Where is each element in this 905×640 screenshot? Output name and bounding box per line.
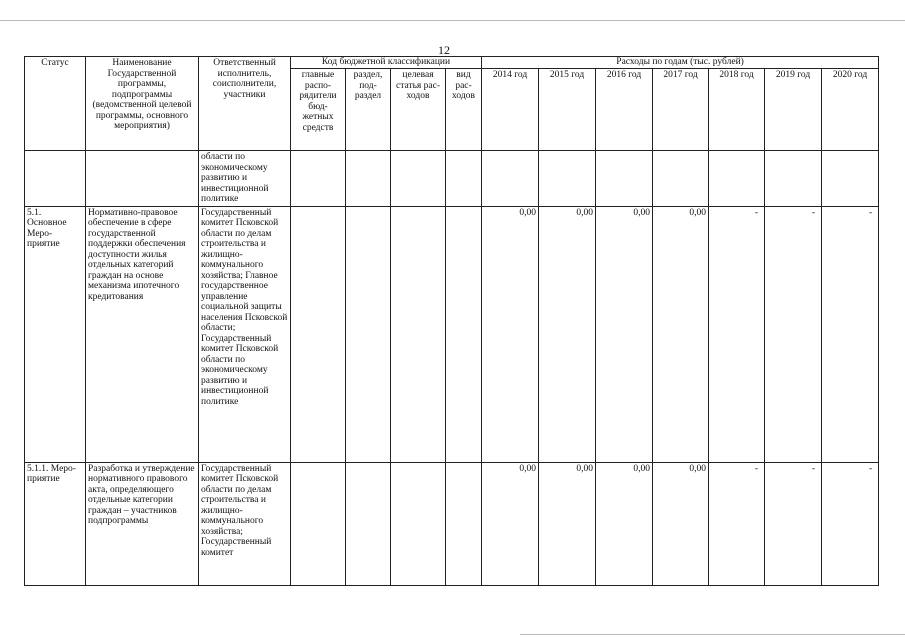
row-code-cell xyxy=(291,206,346,462)
row-value: 0,00 xyxy=(539,206,596,462)
row-value: 0,00 xyxy=(482,462,539,585)
row-value: 0,00 xyxy=(653,206,709,462)
row-value: 0,00 xyxy=(482,206,539,462)
scan-edge-bottom xyxy=(520,634,905,635)
row-value xyxy=(653,151,709,207)
row-code-cell xyxy=(346,462,391,585)
row-value xyxy=(822,151,879,207)
row-value: - xyxy=(709,206,765,462)
header-year: 2018 год xyxy=(709,69,765,151)
header-year: 2019 год xyxy=(765,69,822,151)
header-budget-code-section: раздел, под-раздел xyxy=(346,69,391,151)
row-value: - xyxy=(765,206,822,462)
row-status xyxy=(25,151,86,207)
header-row-group xyxy=(25,57,879,69)
table-row xyxy=(25,206,879,462)
header-budget-code-main-manager: главные распо-рядители бюд-жетных средств xyxy=(291,69,346,151)
header-year: 2020 год xyxy=(822,69,879,151)
page-number: 12 xyxy=(438,43,450,57)
row-value: - xyxy=(822,206,879,462)
row-code-cell xyxy=(446,206,482,462)
header-executor: Ответственный исполнитель, соисполнители, участники xyxy=(199,57,291,151)
row-value: 0,00 xyxy=(596,462,653,585)
row-value: - xyxy=(765,462,822,585)
row-code-cell xyxy=(391,462,446,585)
row-code-cell xyxy=(346,206,391,462)
row-name xyxy=(86,151,199,207)
row-code-cell xyxy=(446,462,482,585)
row-value: 0,00 xyxy=(596,206,653,462)
header-expenses-group: Расходы по годам (тыс. рублей) xyxy=(482,57,879,69)
row-value: - xyxy=(709,462,765,585)
row-code-cell xyxy=(346,151,391,207)
budget-table xyxy=(24,56,879,586)
scan-edge-top xyxy=(0,20,905,21)
row-code-cell xyxy=(291,462,346,585)
row-value xyxy=(709,151,765,207)
row-code-cell xyxy=(446,151,482,207)
row-code-cell xyxy=(291,151,346,207)
row-value: - xyxy=(822,462,879,585)
row-value: 0,00 xyxy=(539,462,596,585)
row-executor: Государственный комитет Псковской области по делам строительства и жилищно-коммунального хозяйства; Главное государственное управление социальной защиты населения Псковской области; Государственный комитет Псковской области по экономическому развитию и инвестиционной политике xyxy=(199,206,291,462)
row-value xyxy=(596,151,653,207)
row-executor: области по экономическому развитию и инвестиционной политике xyxy=(199,151,291,207)
row-status: 5.1. Основное Меро-приятие xyxy=(25,206,86,462)
row-value xyxy=(765,151,822,207)
row-value xyxy=(539,151,596,207)
row-executor: Государственный комитет Псковской области по делам строительства и жилищно-коммунального хозяйства; Государственный комитет xyxy=(199,462,291,585)
row-value: 0,00 xyxy=(653,462,709,585)
row-value xyxy=(482,151,539,207)
header-budget-code-group: Код бюджетной классификации xyxy=(291,57,482,69)
header-status: Статус xyxy=(25,57,86,151)
table-row xyxy=(25,462,879,585)
header-year: 2017 год xyxy=(653,69,709,151)
header-year: 2015 год xyxy=(539,69,596,151)
row-name: Разработка и утверждение нормативного правового акта, определяющего отдельные категории граждан – участников подпрограммы xyxy=(86,462,199,585)
row-code-cell xyxy=(391,151,446,207)
row-code-cell xyxy=(391,206,446,462)
header-name: Наименование Государственной программы, подпрограммы (ведомственной целевой программы, основного мероприятия) xyxy=(86,57,199,151)
header-budget-code-type: вид рас-ходов xyxy=(446,69,482,151)
header-budget-code-target: целевая статья рас-ходов xyxy=(391,69,446,151)
row-status: 5.1.1. Меро-приятие xyxy=(25,462,86,585)
table-row xyxy=(25,151,879,207)
header-year: 2014 год xyxy=(482,69,539,151)
row-name: Нормативно-правовое обеспечение в сфере государственной поддержки обеспечения доступности жилья отдельных категорий граждан на основе механизма ипотечного кредитования xyxy=(86,206,199,462)
header-year: 2016 год xyxy=(596,69,653,151)
